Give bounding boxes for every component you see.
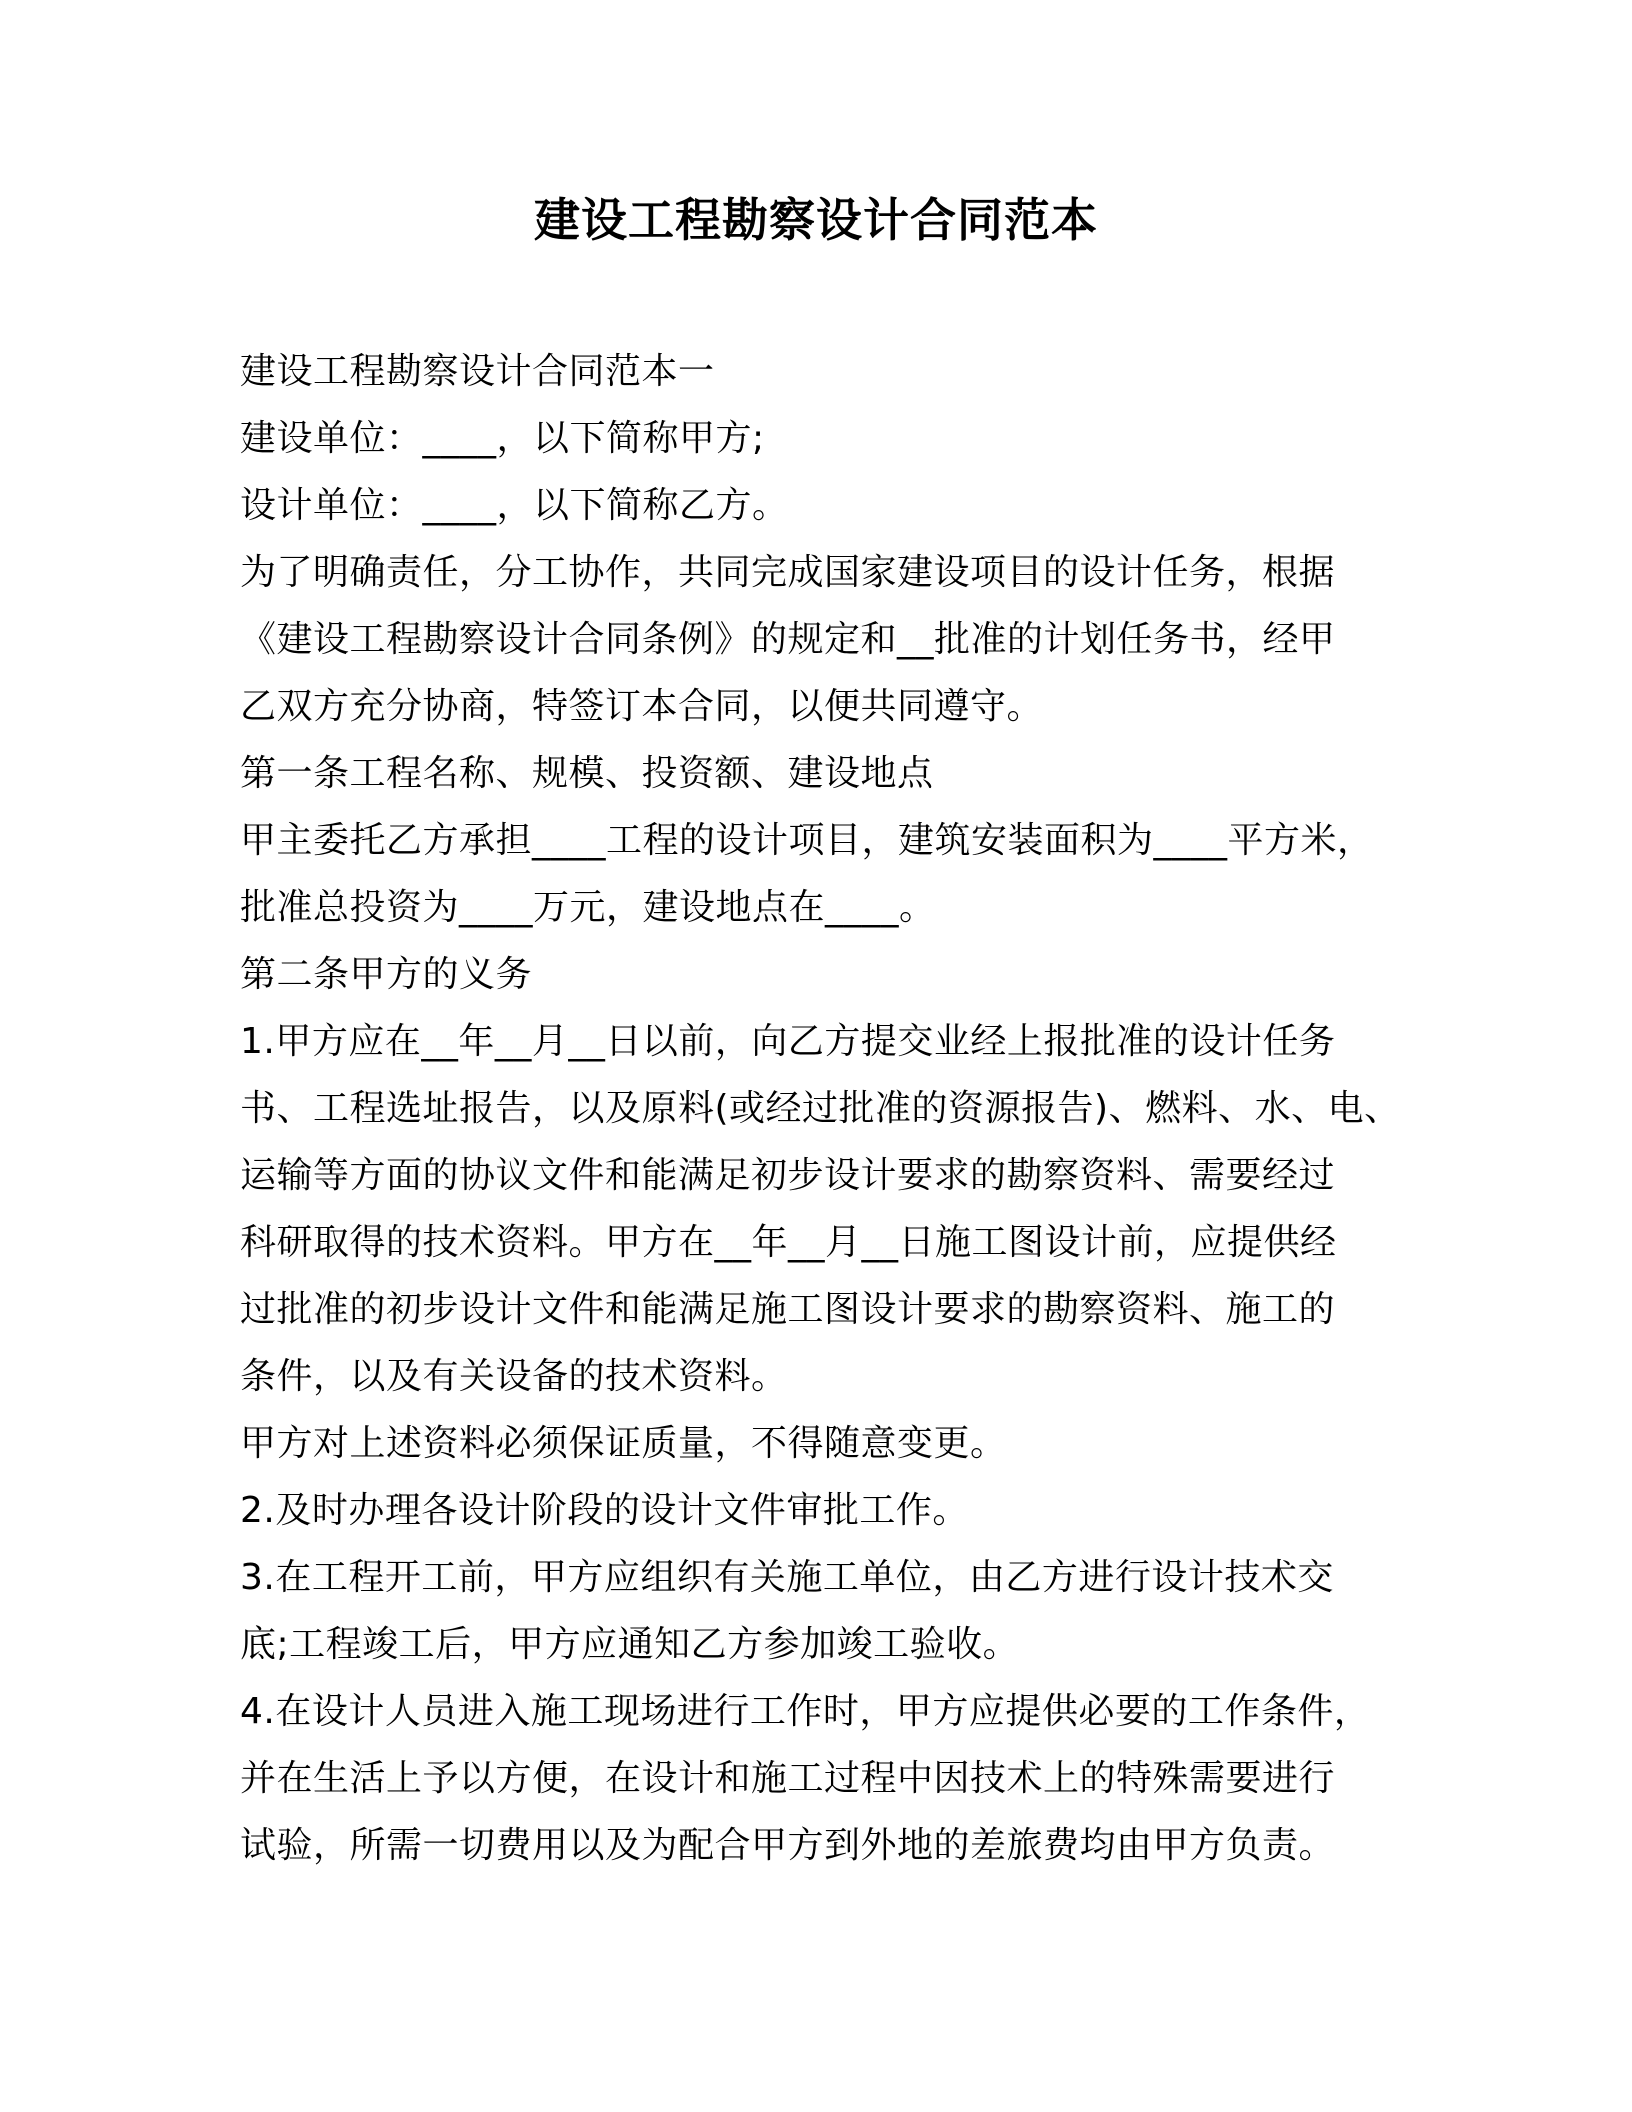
paragraph-line: 2.及时办理各设计阶段的设计文件审批工作。: [240, 1490, 969, 1531]
paragraph-line: 运输等方面的协议文件和能满足初步设计要求的勘察资料、需要经过: [240, 1155, 1336, 1196]
document-title: 建设工程勘察设计合同范本: [534, 193, 1098, 247]
paragraph-line: 为了明确责任，分工协作，共同完成国家建设项目的设计任务，根据: [240, 552, 1336, 593]
paragraph-line: 3.在工程开工前，甲方应组织有关施工单位，由乙方进行设计技术交: [240, 1557, 1334, 1598]
paragraph-line: 条件，以及有关设备的技术资料。: [240, 1356, 788, 1397]
paragraph-line: 4.在设计人员进入施工现场进行工作时，甲方应提供必要的工作条件，: [240, 1691, 1371, 1732]
paragraph-line: 科研取得的技术资料。甲方在__年__月__日施工图设计前，应提供经: [240, 1222, 1337, 1263]
paragraph-line: 乙双方充分协商，特签订本合同，以便共同遵守。: [240, 686, 1044, 727]
paragraph-line: 并在生活上予以方便，在设计和施工过程中因技术上的特殊需要进行: [240, 1758, 1336, 1799]
paragraph-line: 《建设工程勘察设计合同条例》的规定和__批准的计划任务书，经甲: [240, 619, 1336, 660]
paragraph-line: 试验，所需一切费用以及为配合甲方到外地的差旅费均由甲方负责。: [240, 1825, 1336, 1866]
document-body: [240, 338, 1420, 1879]
paragraph-line: 书、工程选址报告，以及原料(或经过批准的资源报告)、燃料、水、电、: [240, 1088, 1401, 1129]
paragraph-line: 甲方对上述资料必须保证质量，不得随意变更。: [240, 1423, 1007, 1464]
paragraph-line: 1.甲方应在__年__月__日以前，向乙方提交业经上报批准的设计任务: [240, 1021, 1336, 1062]
article-heading: 第二条甲方的义务: [240, 954, 533, 995]
party-a-line: 建设单位：____，以下简称甲方;: [240, 418, 765, 459]
paragraph-line: 过批准的初步设计文件和能满足施工图设计要求的勘察资料、施工的: [240, 1289, 1336, 1330]
article-heading: 第一条工程名称、规模、投资额、建设地点: [240, 753, 934, 794]
paragraph-line: 批准总投资为____万元，建设地点在____。: [240, 887, 936, 928]
section-heading: 建设工程勘察设计合同范本一: [240, 351, 715, 392]
party-b-line: 设计单位：____，以下简称乙方。: [240, 485, 789, 526]
paragraph-line: 底;工程竣工后，甲方应通知乙方参加竣工验收。: [240, 1624, 1020, 1665]
paragraph-line: 甲主委托乙方承担____工程的设计项目，建筑安装面积为____平方米，: [240, 820, 1374, 861]
